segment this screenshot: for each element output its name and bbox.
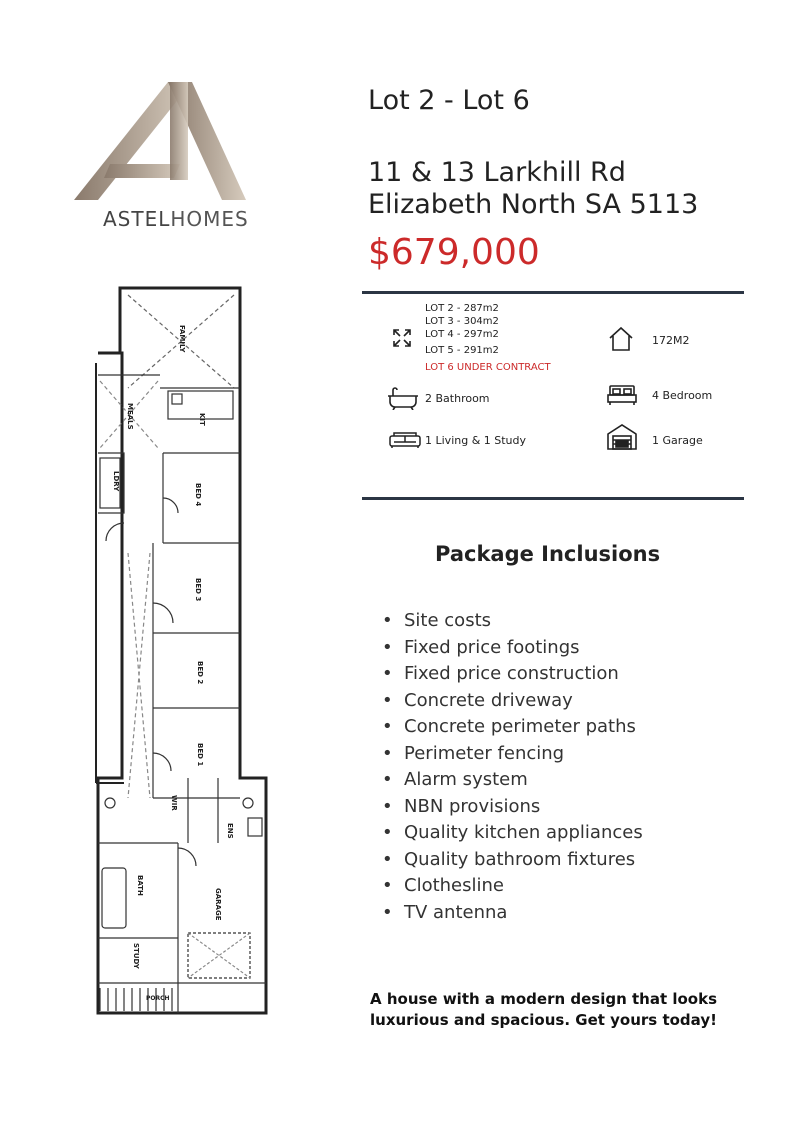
address xyxy=(368,157,698,221)
list-item: • Concrete driveway xyxy=(378,688,643,715)
room-label-kit: KIT xyxy=(198,413,206,426)
living-count: 1 Living & 1 Study xyxy=(425,434,527,447)
address-line-2: Elizabeth North SA 5113 xyxy=(368,189,699,220)
logo-wordmark xyxy=(103,207,249,231)
expand-arrows-icon xyxy=(392,328,412,348)
package-inclusions-title: Package Inclusions xyxy=(435,542,661,566)
bedroom-count: 4 Bedroom xyxy=(652,389,713,402)
list-item: • Alarm system xyxy=(378,767,643,794)
list-item: • Fixed price construction xyxy=(378,661,643,688)
sofa-icon xyxy=(388,431,422,449)
room-label-bed4: BED 4 xyxy=(194,483,202,507)
room-label-bath: BATH xyxy=(136,875,144,896)
logo-word-homes: HOMES xyxy=(170,207,249,231)
house-icon xyxy=(607,325,635,353)
room-label-bed1: BED 1 xyxy=(196,743,204,767)
floor-area: 172M2 xyxy=(652,334,690,347)
list-item: • Quality kitchen appliances xyxy=(378,820,643,847)
list-item: • Site costs xyxy=(378,608,643,635)
top-divider xyxy=(362,291,744,294)
astel-homes-logo xyxy=(60,72,280,242)
room-label-bed3: BED 3 xyxy=(194,578,202,602)
bathroom-count: 2 Bathroom xyxy=(425,392,490,405)
lot-size-list xyxy=(425,302,551,374)
lot-size-item: LOT 4 - 297m2 xyxy=(425,329,499,340)
lot-under-contract: LOT 6 UNDER CONTRACT xyxy=(425,362,551,373)
lot-size-item: LOT 2 - 287m2 xyxy=(425,303,499,314)
floor-plan xyxy=(88,283,278,1018)
room-label-wir: WIR xyxy=(170,795,178,811)
list-item: • NBN provisions xyxy=(378,794,643,821)
address-line-1: 11 & 13 Larkhill Rd xyxy=(368,157,626,188)
tagline: A house with a modern design that looks luxurious and spacious. Get yours today! xyxy=(370,990,718,1029)
lot-range: Lot 2 - Lot 6 xyxy=(368,85,530,116)
list-item: • TV antenna xyxy=(378,900,643,927)
room-label-ens: ENS xyxy=(226,823,234,839)
list-item: • Concrete perimeter paths xyxy=(378,714,643,741)
room-label-garage: GARAGE xyxy=(214,888,222,921)
garage-icon xyxy=(606,423,638,451)
room-label-bed2: BED 2 xyxy=(196,661,204,685)
room-label-family: FAMILY xyxy=(178,325,186,353)
bed-icon xyxy=(606,383,638,407)
lot-size-item: LOT 5 - 291m2 xyxy=(425,345,499,356)
room-label-porch: PORCH xyxy=(146,995,170,1002)
lot-size-item: LOT 3 - 304m2 xyxy=(425,316,499,327)
package-inclusions-list xyxy=(378,608,643,926)
price: $679,000 xyxy=(368,232,540,273)
room-label-ldry: LDRY xyxy=(112,471,120,492)
logo-word-astel: ASTEL xyxy=(103,207,171,231)
bottom-divider xyxy=(362,497,744,500)
logo-mark-icon xyxy=(70,72,250,202)
list-item: • Fixed price footings xyxy=(378,635,643,662)
room-label-meals: MEALS xyxy=(126,403,134,430)
list-item: • Quality bathroom fixtures xyxy=(378,847,643,874)
list-item: • Clothesline xyxy=(378,873,643,900)
bathtub-icon xyxy=(386,386,420,410)
list-item: • Perimeter fencing xyxy=(378,741,643,768)
garage-count: 1 Garage xyxy=(652,434,703,447)
room-label-study: STUDY xyxy=(132,943,140,969)
